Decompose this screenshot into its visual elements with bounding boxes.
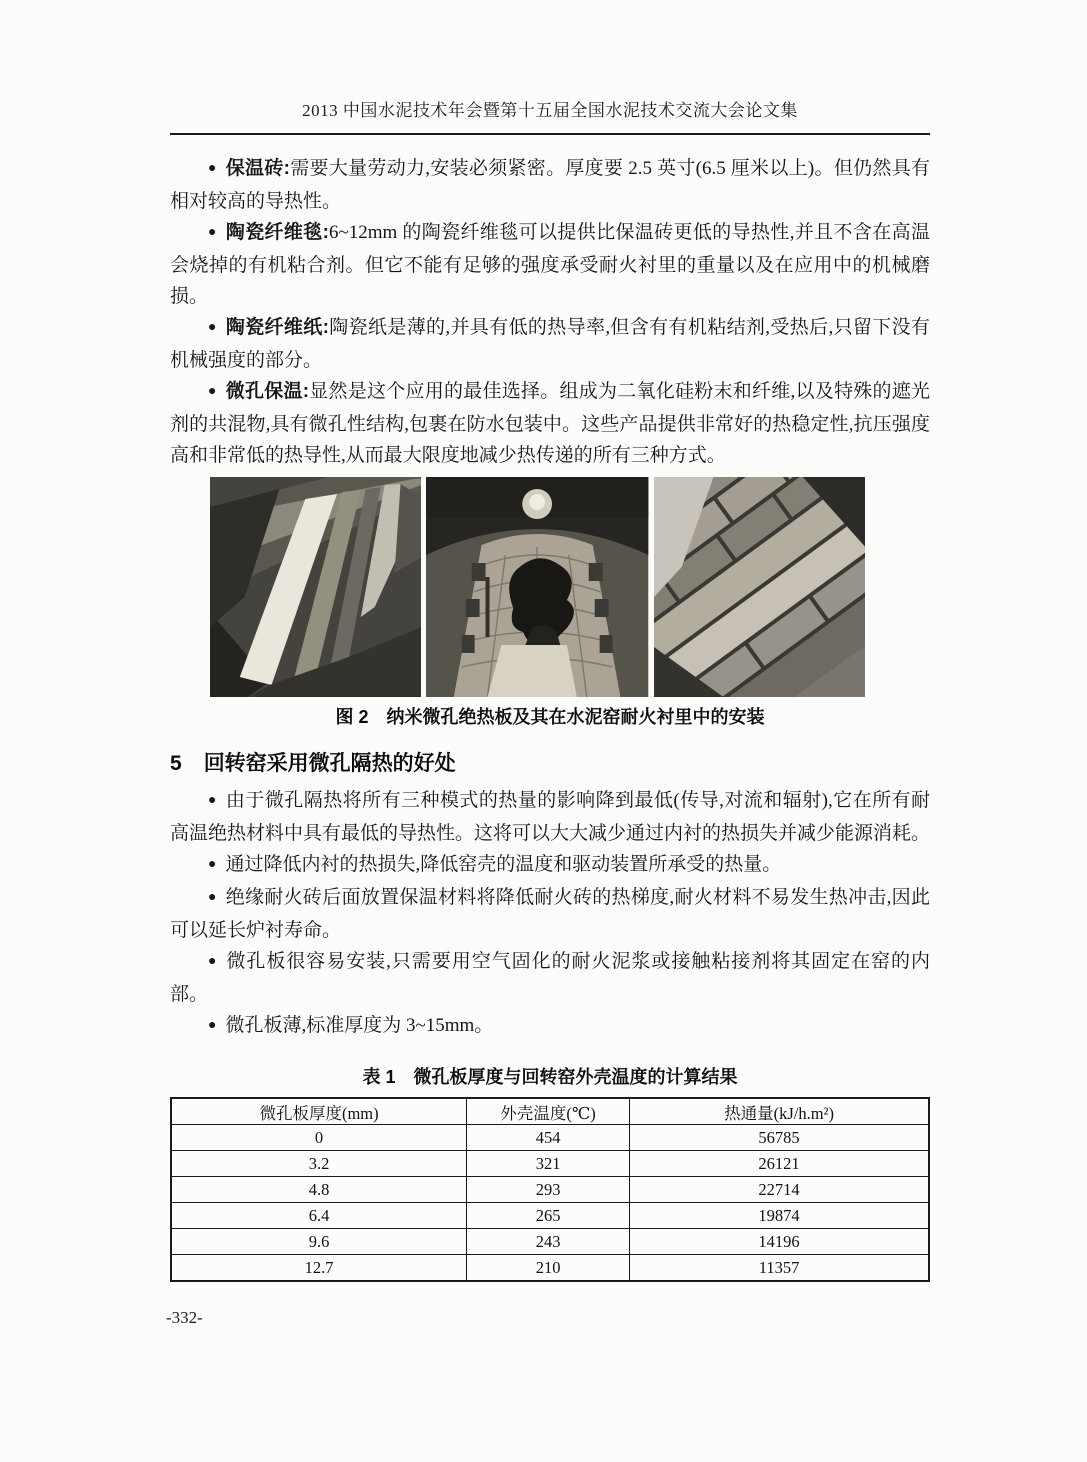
cell-shell-temperature: 265 bbox=[467, 1203, 630, 1229]
bullet-text: 通过降低内衬的热损失,降低窑壳的温度和驱动装置所承受的热量。 bbox=[225, 854, 782, 875]
cell-thickness: 9.6 bbox=[171, 1229, 467, 1255]
figure2-photo-center bbox=[426, 477, 648, 697]
bullet-paragraph bbox=[170, 1010, 930, 1043]
bullet-paragraph bbox=[170, 946, 930, 1010]
bullet-lead-term: 保温砖: bbox=[225, 158, 290, 179]
cell-heat-flux: 26121 bbox=[630, 1151, 929, 1177]
section-number: 5 bbox=[170, 752, 182, 775]
bullet-icon: ● bbox=[208, 225, 217, 240]
page-number: -332- bbox=[166, 1308, 203, 1327]
table-header-cell: 热通量(kJ/h.m²) bbox=[630, 1098, 929, 1125]
cell-heat-flux: 11357 bbox=[630, 1255, 929, 1282]
benefit-bullet-list bbox=[170, 785, 930, 1043]
cell-thickness: 12.7 bbox=[171, 1255, 467, 1282]
cell-thickness: 3.2 bbox=[171, 1151, 467, 1177]
bullet-text: 微孔板很容易安装,只需要用空气固化的耐火泥浆或接触粘接剂将其固定在窑的内部。 bbox=[170, 951, 930, 1005]
bullet-icon: ● bbox=[208, 890, 217, 905]
section-title: 回转窑采用微孔隔热的好处 bbox=[203, 752, 456, 775]
bullet-paragraph bbox=[170, 849, 930, 882]
cell-heat-flux: 22714 bbox=[630, 1177, 929, 1203]
bullet-lead-term: 陶瓷纤维毯: bbox=[225, 222, 329, 243]
table1-title: 表 1 微孔板厚度与回转窑外壳温度的计算结果 bbox=[362, 1067, 738, 1087]
table-row bbox=[171, 1125, 929, 1151]
bullet-text: 6~12mm 的陶瓷纤维毯可以提供比保温砖更低的导热性,并且不含在高温会烧掉的有机粘合剂。但它不能有足够的强度承受耐火衬里的重量以及在应用中的机械磨损。 bbox=[170, 222, 931, 307]
bullet-paragraph bbox=[170, 217, 930, 312]
bullet-text: 微孔板薄,标准厚度为 3~15mm。 bbox=[225, 1015, 494, 1036]
bullet-text: 需要大量劳动力,安装必须紧密。厚度要 2.5 英寸(6.5 厘米以上)。但仍然具有相对较高的导热性。 bbox=[170, 158, 930, 212]
bullet-text: 陶瓷纸是薄的,并具有低的热导率,但含有有机粘结剂,受热后,只留下没有机械强度的部分。 bbox=[170, 317, 930, 371]
cell-thickness: 4.8 bbox=[171, 1177, 467, 1203]
cell-shell-temperature: 454 bbox=[467, 1125, 630, 1151]
cell-thickness: 0 bbox=[171, 1125, 467, 1151]
bullet-paragraph bbox=[170, 376, 930, 471]
cell-shell-temperature: 321 bbox=[467, 1151, 630, 1177]
intro-bullet-list bbox=[170, 153, 930, 471]
table-row bbox=[171, 1255, 929, 1282]
bullet-icon: ● bbox=[208, 857, 217, 872]
bullet-paragraph bbox=[170, 785, 930, 849]
bullet-icon: ● bbox=[208, 793, 217, 808]
cell-heat-flux: 19874 bbox=[630, 1203, 929, 1229]
bullet-text: 显然是这个应用的最佳选择。组成为二氧化硅粉末和纤维,以及特殊的遮光剂的共混物,具有微孔性结构,包裹在防水包装中。这些产品提供非常好的热稳定性,抗压强度高和非常低的热导性,从而最大限度地减少热传递的所有三种方式。 bbox=[170, 381, 930, 466]
table-header-row bbox=[171, 1098, 929, 1125]
cell-shell-temperature: 243 bbox=[467, 1229, 630, 1255]
header-rule bbox=[170, 133, 930, 135]
figure2-photo-strip bbox=[210, 477, 865, 697]
bullet-icon: ● bbox=[208, 384, 217, 399]
bullet-lead-term: 微孔保温: bbox=[225, 381, 310, 402]
bullet-paragraph bbox=[170, 312, 930, 376]
proceedings-header: 2013 中国水泥技术年会暨第十五届全国水泥技术交流大会论文集 bbox=[302, 101, 798, 120]
bullet-icon: ● bbox=[208, 954, 218, 969]
table-row bbox=[171, 1177, 929, 1203]
table-header-cell: 微孔板厚度(mm) bbox=[171, 1098, 467, 1125]
cell-heat-flux: 14196 bbox=[630, 1229, 929, 1255]
bullet-lead-term: 陶瓷纤维纸: bbox=[225, 317, 329, 338]
bullet-paragraph bbox=[170, 882, 930, 946]
bullet-paragraph bbox=[170, 153, 930, 217]
figure2-caption: 图 2 纳米微孔绝热板及其在水泥窑耐火衬里中的安装 bbox=[335, 707, 765, 727]
bullet-text: 由于微孔隔热将所有三种模式的热量的影响降到最低(传导,对流和辐射),它在所有耐高温绝热材料中具有最低的导热性。这将可以大大减少通过内衬的热损失并减少能源消耗。 bbox=[170, 790, 931, 844]
bullet-text: 绝缘耐火砖后面放置保温材料将降低耐火砖的热梯度,耐火材料不易发生热冲击,因此可以延长炉衬寿命。 bbox=[170, 887, 930, 941]
bullet-icon: ● bbox=[208, 320, 217, 335]
bullet-icon: ● bbox=[208, 161, 217, 176]
figure2-photo-left bbox=[210, 477, 421, 697]
table-body bbox=[171, 1125, 929, 1282]
table-row bbox=[171, 1203, 929, 1229]
section-5-heading bbox=[170, 747, 930, 777]
table-header-cell: 外壳温度(℃) bbox=[467, 1098, 630, 1125]
table-row bbox=[171, 1229, 929, 1255]
figure2-photo-right bbox=[654, 477, 865, 697]
bullet-icon: ● bbox=[208, 1018, 217, 1033]
cell-shell-temperature: 293 bbox=[467, 1177, 630, 1203]
table1-results bbox=[170, 1097, 930, 1282]
cell-thickness: 6.4 bbox=[171, 1203, 467, 1229]
cell-heat-flux: 56785 bbox=[630, 1125, 929, 1151]
table-row bbox=[171, 1151, 929, 1177]
cell-shell-temperature: 210 bbox=[467, 1255, 630, 1282]
